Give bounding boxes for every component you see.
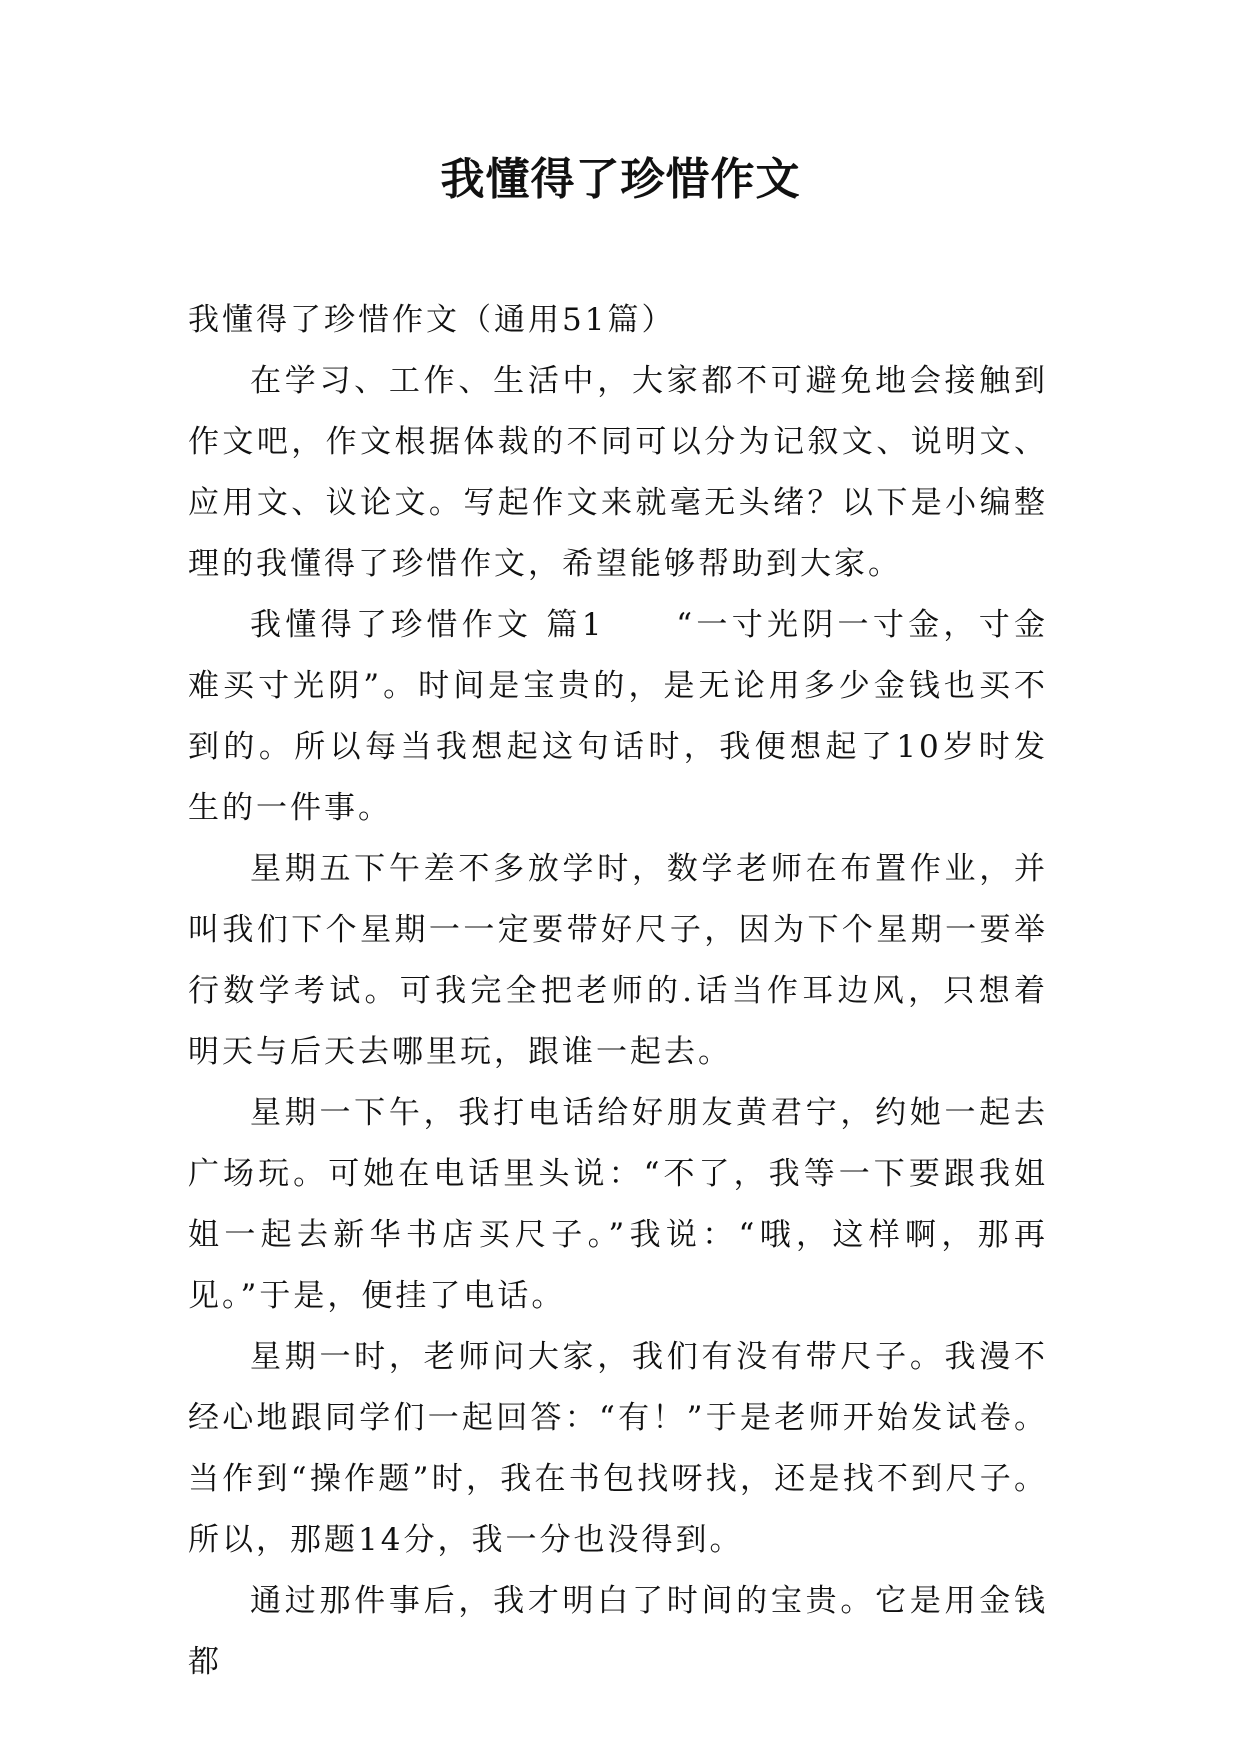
essay-paragraph: 我懂得了珍惜作文 篇1 “一寸光阴一寸金，寸金难买寸光阴”。时间是宝贵的，是无论用多少金钱也买不到的。所以每当我想起这句话时，我便想起了10岁时发生的一件事。 — [188, 607, 1048, 826]
intro-paragraph: 在学习、工作、生活中，大家都不可避免地会接触到作文吧，作文根据体裁的不同可以分为记叙文、说明文、应用文、议论文。写起作文来就毫无头绪？以下是小编整理的我懂得了珍惜作文，希望能够帮助到大家。 — [188, 363, 1048, 582]
document-title: 我懂得了珍惜作文 — [440, 154, 801, 205]
essay-paragraph: 通过那件事后，我才明白了时间的宝贵。它是用金钱都 — [188, 1583, 1048, 1680]
document-body — [188, 290, 1048, 1693]
essay-paragraph: 星期五下午差不多放学时，数学老师在布置作业，并叫我们下个星期一一定要带好尺子，因为下个星期一要举行数学考试。可我完全把老师的.话当作耳边风，只想着明天与后天去哪里玩，跟谁一起去。 — [188, 851, 1048, 1070]
essay-paragraph: 星期一时，老师问大家，我们有没有带尺子。我漫不经心地跟同学们一起回答：“有！”于是老师开始发试卷。当作到“操作题”时，我在书包找呀找，还是找不到尺子。所以，那题14分，我一分也没得到。 — [188, 1339, 1048, 1558]
subtitle-paragraph: 我懂得了珍惜作文（通用51篇） — [188, 302, 676, 338]
essay-paragraph: 星期一下午，我打电话给好朋友黄君宁，约她一起去广场玩。可她在电话里头说：“不了，我等一下要跟我姐姐一起去新华书店买尺子。”我说：“哦，这样啊，那再见。”于是，便挂了电话。 — [188, 1095, 1048, 1314]
